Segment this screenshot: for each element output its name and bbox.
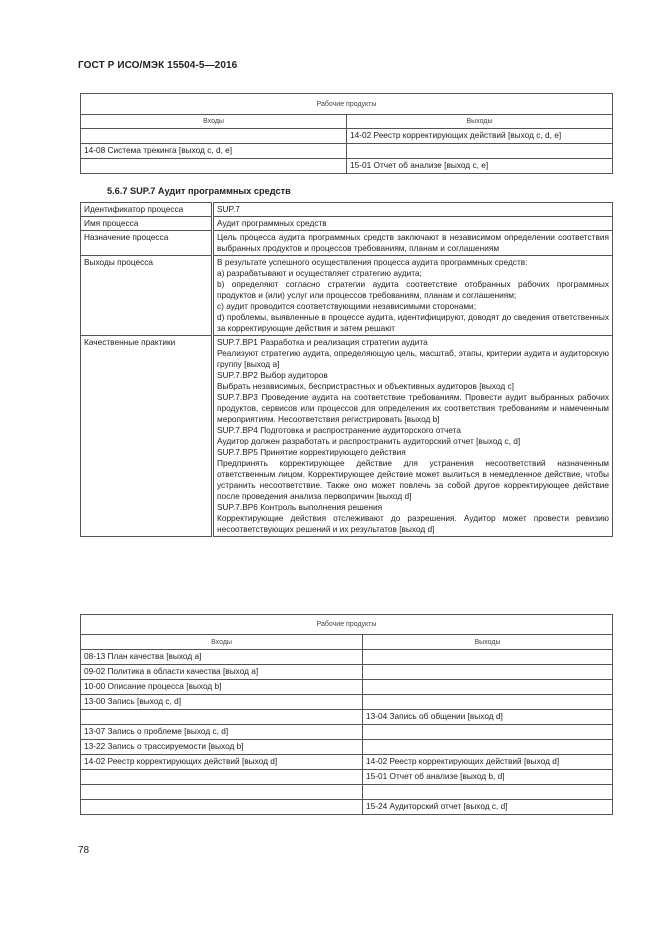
process-description-table <box>80 202 613 537</box>
process-purpose-label: Назначение процесса <box>81 231 213 256</box>
practice-line: Корректирующие действия отслеживают до разрешения. Аудитор может провести ревизию несоответствующих решений и их результатов [выход d] <box>217 513 609 534</box>
practice-line: Аудитор должен разработать и распространить аудиторский отчет [выход c, d] <box>217 436 521 446</box>
table-row <box>81 159 613 174</box>
top-work-products-table <box>80 93 613 174</box>
process-outcomes-value <box>213 256 613 336</box>
output-cell <box>363 680 613 695</box>
practice-line: SUP.7.BP1 Разработка и реализация стратегии аудита <box>217 337 428 347</box>
outcome-line: c) аудит проводится соответствующими независимыми сторонами; <box>217 301 476 311</box>
table-row <box>81 203 613 217</box>
table-row <box>81 695 613 710</box>
input-cell: 13-22 Запись о трассируемости [выход b] <box>81 740 363 755</box>
table-row <box>81 755 613 770</box>
table-row <box>81 144 613 159</box>
practice-line: SUP.7.BP2 Выбор аудиторов <box>217 370 328 380</box>
table-row <box>81 129 613 144</box>
output-cell: 15-01 Отчет об анализе [выход c, e] <box>347 159 613 174</box>
output-cell <box>363 785 613 800</box>
input-cell <box>81 129 347 144</box>
input-cell: 09-02 Политика в области качества [выход a] <box>81 665 363 680</box>
process-name-label: Имя процесса <box>81 217 213 231</box>
practice-line: SUP.7.BP6 Контроль выполнения решения <box>217 502 383 512</box>
column-header-inputs: Входы <box>81 115 347 129</box>
column-header-outputs: Выходы <box>347 115 613 129</box>
input-cell: 10-00 Описание процесса [выход b] <box>81 680 363 695</box>
input-cell: 13-07 Запись о проблеме [выход c, d] <box>81 725 363 740</box>
process-practices-value <box>213 336 613 537</box>
output-cell <box>363 740 613 755</box>
output-cell <box>347 144 613 159</box>
input-cell: 08-13 План качества [выход a] <box>81 650 363 665</box>
output-cell: 14-02 Реестр корректирующих действий [выход d] <box>363 755 613 770</box>
outcome-line: b) определяют согласно стратегии аудита соответствие отобранных рабочих программных продуктов и (или) услуг или процессов требованиям, планам и соглашениям; <box>217 279 609 300</box>
input-cell <box>81 159 347 174</box>
output-cell: 14-02 Реестр корректирующих действий [выход c, d, e] <box>347 129 613 144</box>
bottom-work-products-table <box>80 614 613 815</box>
column-header-outputs: Выходы <box>363 635 613 650</box>
table-row <box>81 217 613 231</box>
practice-line: SUP.7.BP5 Принятие корректирующего действия <box>217 447 406 457</box>
practice-line: Выбрать независимых, беспристрастных и объективных аудиторов [выход c] <box>217 381 514 391</box>
process-id-label: Идентификатор процесса <box>81 203 213 217</box>
page-number: 78 <box>78 845 90 856</box>
input-cell <box>81 770 363 785</box>
outcome-line: В результате успешного осуществления процесса аудита программных средств: <box>217 257 528 267</box>
output-cell: 15-24 Аудиторский отчет [выход c, d] <box>363 800 613 815</box>
input-cell <box>81 785 363 800</box>
table-row <box>81 680 613 695</box>
practice-line: Реализуют стратегию аудита, определяющую цель, масштаб, этапы, критерии аудита и аудиторскую группу [выход a] <box>217 348 609 369</box>
practice-line: SUP.7.BP4 Подготовка и распространение аудиторского отчета <box>217 425 461 435</box>
table-title: Рабочие продукты <box>81 94 613 115</box>
output-cell <box>363 695 613 710</box>
table-row <box>81 785 613 800</box>
table-row <box>81 650 613 665</box>
table-row <box>81 800 613 815</box>
table-row <box>81 710 613 725</box>
column-header-inputs: Входы <box>81 635 363 650</box>
table-row <box>81 740 613 755</box>
input-cell <box>81 800 363 815</box>
table-row <box>81 725 613 740</box>
output-cell <box>363 725 613 740</box>
output-cell: 15-01 Отчет об анализе [выход b, d] <box>363 770 613 785</box>
practice-line: Предпринять корректирующее действие для устранения несоответствий назначенным ответственным лицом. Корректирующее действие может вылиться в немедленное действие, чтобы устранить несоответствие. Также оно может повлечь за собой другое корректирующее действие после проведения анализа первопричин [выход d] <box>217 458 609 501</box>
process-practices-label: Качественные практики <box>81 336 213 537</box>
table-row <box>81 256 613 336</box>
input-cell: 14-02 Реестр корректирующих действий [выход d] <box>81 755 363 770</box>
document-header: ГОСТ Р ИСО/МЭК 15504-5—2016 <box>78 60 238 71</box>
input-cell <box>81 710 363 725</box>
outcome-line: а) разрабатывают и осуществляет стратегию аудита; <box>217 268 422 278</box>
output-cell <box>363 665 613 680</box>
table-row <box>81 231 613 256</box>
process-purpose-value: Цель процесса аудита программных средств заключают в независимом определении соответствия выбранных продуктов и процессов требованиям, планам и соглашениям <box>213 231 613 256</box>
output-cell <box>363 650 613 665</box>
section-title: 5.6.7 SUP.7 Аудит программных средств <box>107 186 291 196</box>
process-outcomes-label: Выходы процесса <box>81 256 213 336</box>
table-row <box>81 770 613 785</box>
table-row <box>81 665 613 680</box>
output-cell: 13-04 Запись об общении [выход d] <box>363 710 613 725</box>
practice-line: SUP.7.BP3 Проведение аудита на соответствие требованиям. Провести аудит выбранных рабочих продуктов, сервисов или процессов для определения их соответствия требованиям и намеченным мероприятиям. Несоответствия регистрировать [выход b] <box>217 392 609 424</box>
process-name-value: Аудит программных средств <box>213 217 613 231</box>
table-row <box>81 336 613 537</box>
input-cell: 13-00 Запись [выход c, d] <box>81 695 363 710</box>
table-title: Рабочие продукты <box>81 615 613 635</box>
outcome-line: d) проблемы, выявленные в процессе аудита, идентифицируют, доводят до сведения ответственных за корректирующие действия и затем решают <box>217 312 609 333</box>
input-cell: 14-08 Система трекинга [выход c, d, e] <box>81 144 347 159</box>
process-id-value: SUP.7 <box>213 203 613 217</box>
